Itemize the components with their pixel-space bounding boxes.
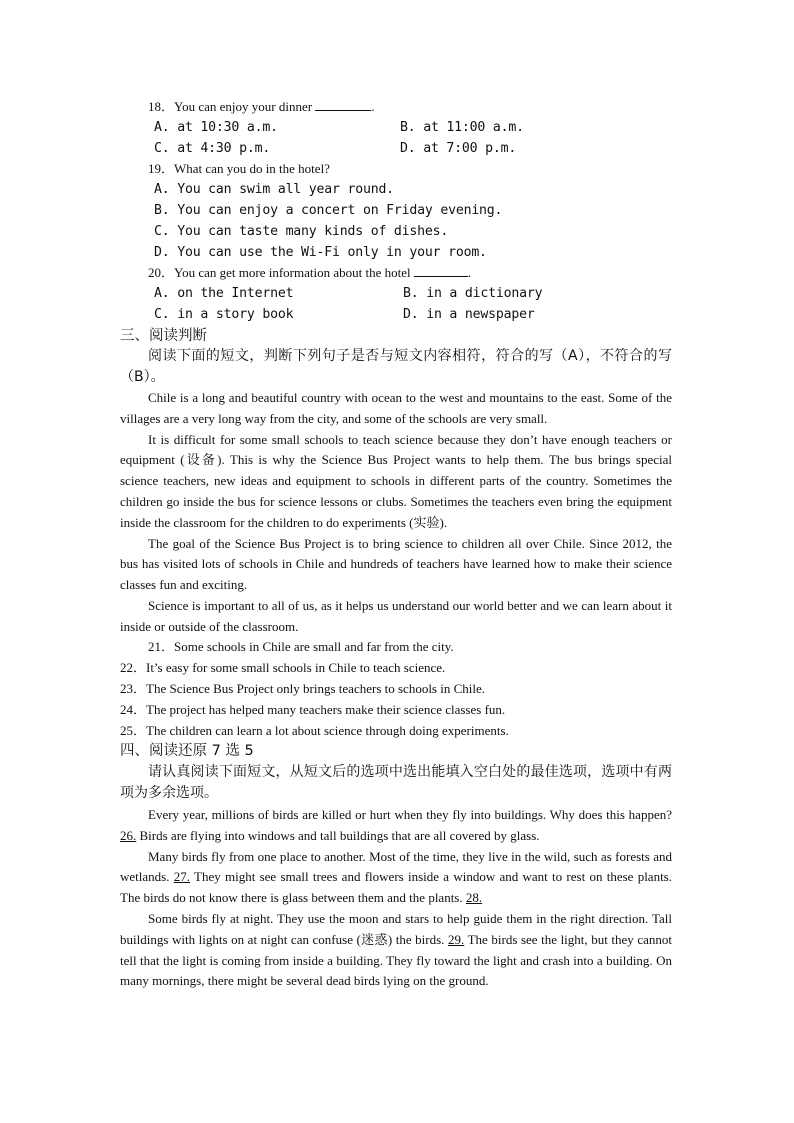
passage-paragraph: Science is important to all of us, as it helps us understand our world better and we can learn about it inside or outside of the classroom. bbox=[120, 597, 672, 634]
option-18-a: A. at 10:30 a.m. bbox=[154, 120, 278, 135]
blank-29: 29. bbox=[448, 931, 465, 947]
option-20-b: B. in a dictionary bbox=[403, 286, 543, 301]
section-3-instruction: 阅读下面的短文，判断下列句子是否与短文内容相符，符合的写（A），不符合的写（B）。 bbox=[120, 348, 672, 385]
question-19-stem: 19．What can you do in the hotel? bbox=[148, 161, 330, 176]
section-4-passage bbox=[120, 805, 672, 992]
blank-26: 26. bbox=[120, 827, 137, 843]
blank-28: 28. bbox=[465, 890, 483, 906]
statement-21: 21．Some schools in Chile are small and far from the city. bbox=[148, 639, 454, 654]
section-3-passage bbox=[120, 388, 672, 638]
question-20-stem: 20．You can get more information about the hotel bbox=[148, 265, 411, 280]
option-19-b: B. You can enjoy a concert on Friday evening. bbox=[154, 203, 503, 218]
statement-24: 24．The project has helped many teachers make their science classes fun. bbox=[120, 702, 506, 717]
answer-blank bbox=[414, 264, 468, 277]
option-18-d: D. at 7:00 p.m. bbox=[400, 141, 517, 156]
statement-23: 23．The Science Bus Project only brings teachers to schools in Chile. bbox=[120, 681, 486, 696]
blank-27: 27. bbox=[173, 869, 190, 885]
option-20-a: A. on the Internet bbox=[154, 286, 294, 301]
question-20: 20．You can get more information about the hotel . bbox=[148, 265, 472, 280]
option-19-c: C. You can taste many kinds of dishes. bbox=[154, 224, 449, 239]
passage-paragraph: Some birds fly at night. They use the moon and stars to help guide them in the right direction. Tall buildings with lights on at night can confuse (迷惑) the birds. 29. The birds see the light, but they cannot tell that the light is coming from inside a building. They fly toward the light and crash into a building. On many mornings, there might be several dead birds lying on the ground. bbox=[120, 910, 673, 989]
passage-paragraph: It is difficult for some small schools to teach science because they don’t have enough teachers or equipment (设备). This is why the Science Bus Project wants to help them. The bus brings special science teachers, new ideas and equipment to schools in different parts of the country. Sometimes the children go inside the bus for science lessons or clubs. Sometimes the teachers even bring the equipment inside the classroom for the children to do experiments (实验). bbox=[120, 431, 672, 530]
answer-blank bbox=[315, 98, 371, 111]
question-18-stem: 18．You can enjoy your dinner bbox=[148, 99, 313, 114]
statement-25: 25．The children can learn a lot about science through doing experiments. bbox=[120, 723, 509, 738]
passage-paragraph: Many birds fly from one place to another. Most of the time, they live in the wild, such as forests and wetlands. 27. They might see small trees and flowers inside a window and want to rest on these plants. The birds do not know there is glass between them and the plants. 28. bbox=[120, 848, 672, 906]
option-18-b: B. at 11:00 a.m. bbox=[400, 120, 524, 135]
option-19-a: A. You can swim all year round. bbox=[154, 182, 394, 197]
option-20-d: D. in a newspaper bbox=[403, 307, 535, 322]
passage-paragraph: Chile is a long and beautiful country with ocean to the west and mountains to the east. Some of the villages are a very long way from the city, and some of the schools are very small. bbox=[120, 390, 672, 426]
question-18: 18．You can enjoy your dinner . bbox=[148, 99, 375, 114]
passage-paragraph: The goal of the Science Bus Project is to bring science to children all over Chile. Since 2012, the bus has visited lots of schools in Chile and hundreds of teachers have learned how to make their science classes fun and exciting. bbox=[120, 535, 672, 593]
section-3-title: 三、阅读判断 bbox=[120, 328, 207, 344]
option-20-c: C. in a story book bbox=[154, 307, 294, 322]
option-19-d: D. You can use the Wi-Fi only in your room. bbox=[154, 245, 487, 260]
option-18-c: C. at 4:30 p.m. bbox=[154, 141, 271, 156]
section-4-title: 四、阅读还原 7 选 5 bbox=[120, 743, 254, 759]
section-4-instruction: 请认真阅读下面短文，从短文后的选项中选出能填入空白处的最佳选项，选项中有两项为多余选项。 bbox=[120, 764, 672, 801]
passage-paragraph: Every year, millions of birds are killed or hurt when they fly into buildings. Why does this happen? 26. Birds are flying into windows and tall buildings that are all covered by glass. bbox=[120, 807, 672, 843]
statement-22: 22．It’s easy for some small schools in Chile to teach science. bbox=[120, 660, 446, 675]
